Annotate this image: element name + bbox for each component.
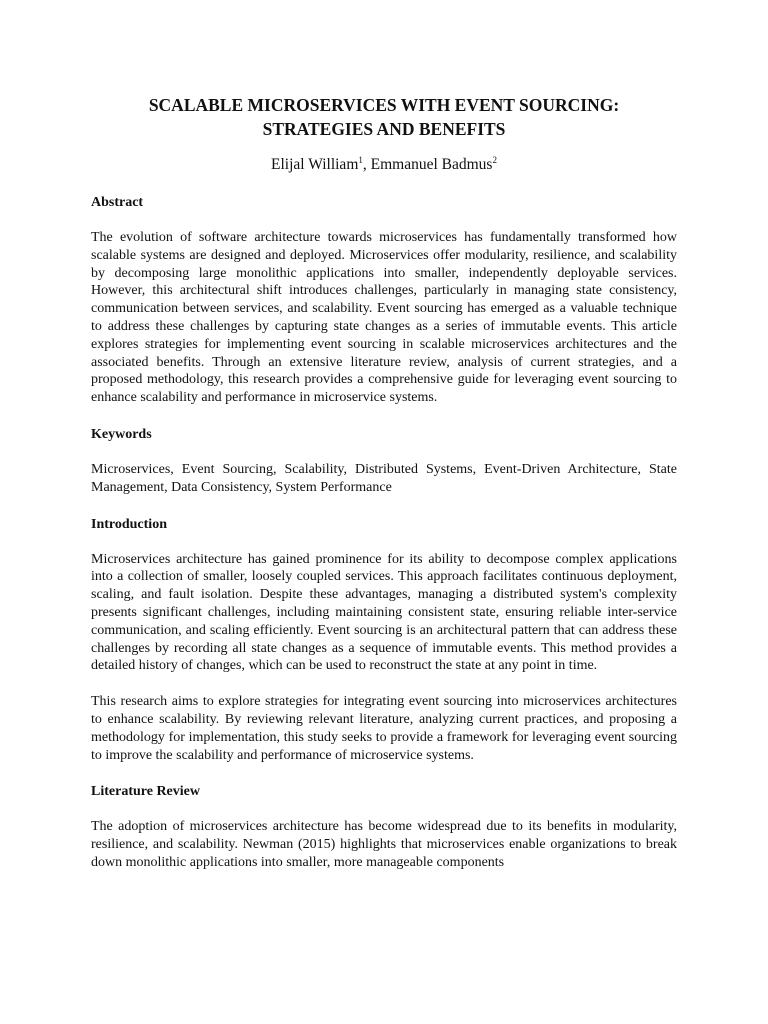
paper-title xyxy=(91,93,677,141)
literature-review-heading: Literature Review xyxy=(91,784,200,800)
keywords-heading: Keywords xyxy=(91,426,152,442)
title-line-2: STRATEGIES AND BENEFITS xyxy=(262,119,506,139)
author-name: Elijal William xyxy=(271,156,359,173)
title-line-1: SCALABLE MICROSERVICES WITH EVENT SOURCING: xyxy=(148,95,620,115)
author-affiliation-marker: 2 xyxy=(492,154,497,165)
abstract-heading: Abstract xyxy=(91,195,144,210)
introduction-paragraph: This research aims to explore strategies for integrating event sourcing into microservices architectures to enhance scalability. By reviewing relevant literature, analyzing current practices, and proposing a methodology for implementation, this study seeks to provide a framework for leveraging event sourcing to improve the scalability and performance of microservice systems. xyxy=(91,694,677,763)
author-separator: , xyxy=(362,156,371,173)
author-name: Emmanuel Badmus xyxy=(370,156,493,173)
keywords-text: Microservices, Event Sourcing, Scalability, Distributed Systems, Event-Driven Architecture, State Management, Data Consistency, System Performance xyxy=(91,461,677,495)
author-list xyxy=(91,155,677,175)
literature-review-paragraph: The adoption of microservices architecture has become widespread due to its benefits in modularity, resilience, and scalability. Newman (2015) highlights that microservices enable organizations to break down monolithic applications into smaller, more manageable components xyxy=(91,819,677,870)
abstract-text: The evolution of software architecture towards microservices has fundamentally transformed how scalable systems are designed and deployed. Microservices offer modularity, resilience, and scalability by decomposing large monolithic applications into smaller, independently deployable services. However, this architectural shift introduces challenges, particularly in managing state consistency, communication between services, and scalability. Event sourcing has emerged as a valuable technique to address these challenges by capturing state changes as a series of immutable events. This article explores strategies for implementing event sourcing in scalable microservices architectures and the associated benefits. Through an extensive literature review, analysis of current strategies, and a proposed methodology, this research provides a comprehensive guide for leveraging event sourcing to enhance scalability and performance in microservice systems. xyxy=(91,230,677,406)
author-affiliation-marker: 1 xyxy=(358,154,363,165)
paper-page xyxy=(91,93,677,872)
introduction-heading: Introduction xyxy=(91,516,167,532)
introduction-paragraph: Microservices architecture has gained prominence for its ability to decompose complex applications into a collection of smaller, loosely coupled services. This approach facilitates continuous deployment, scaling, and fault isolation. Despite these advantages, managing a distributed system's complexity presents significant challenges, including maintaining consistent state, ensuring reliable inter-service communication, and scaling efficiently. Event sourcing is an architectural pattern that can address these challenges by recording all state changes as a sequence of immutable events. This method provides a detailed history of changes, which can be used to reconstruct the state at any point in time. xyxy=(91,551,677,674)
